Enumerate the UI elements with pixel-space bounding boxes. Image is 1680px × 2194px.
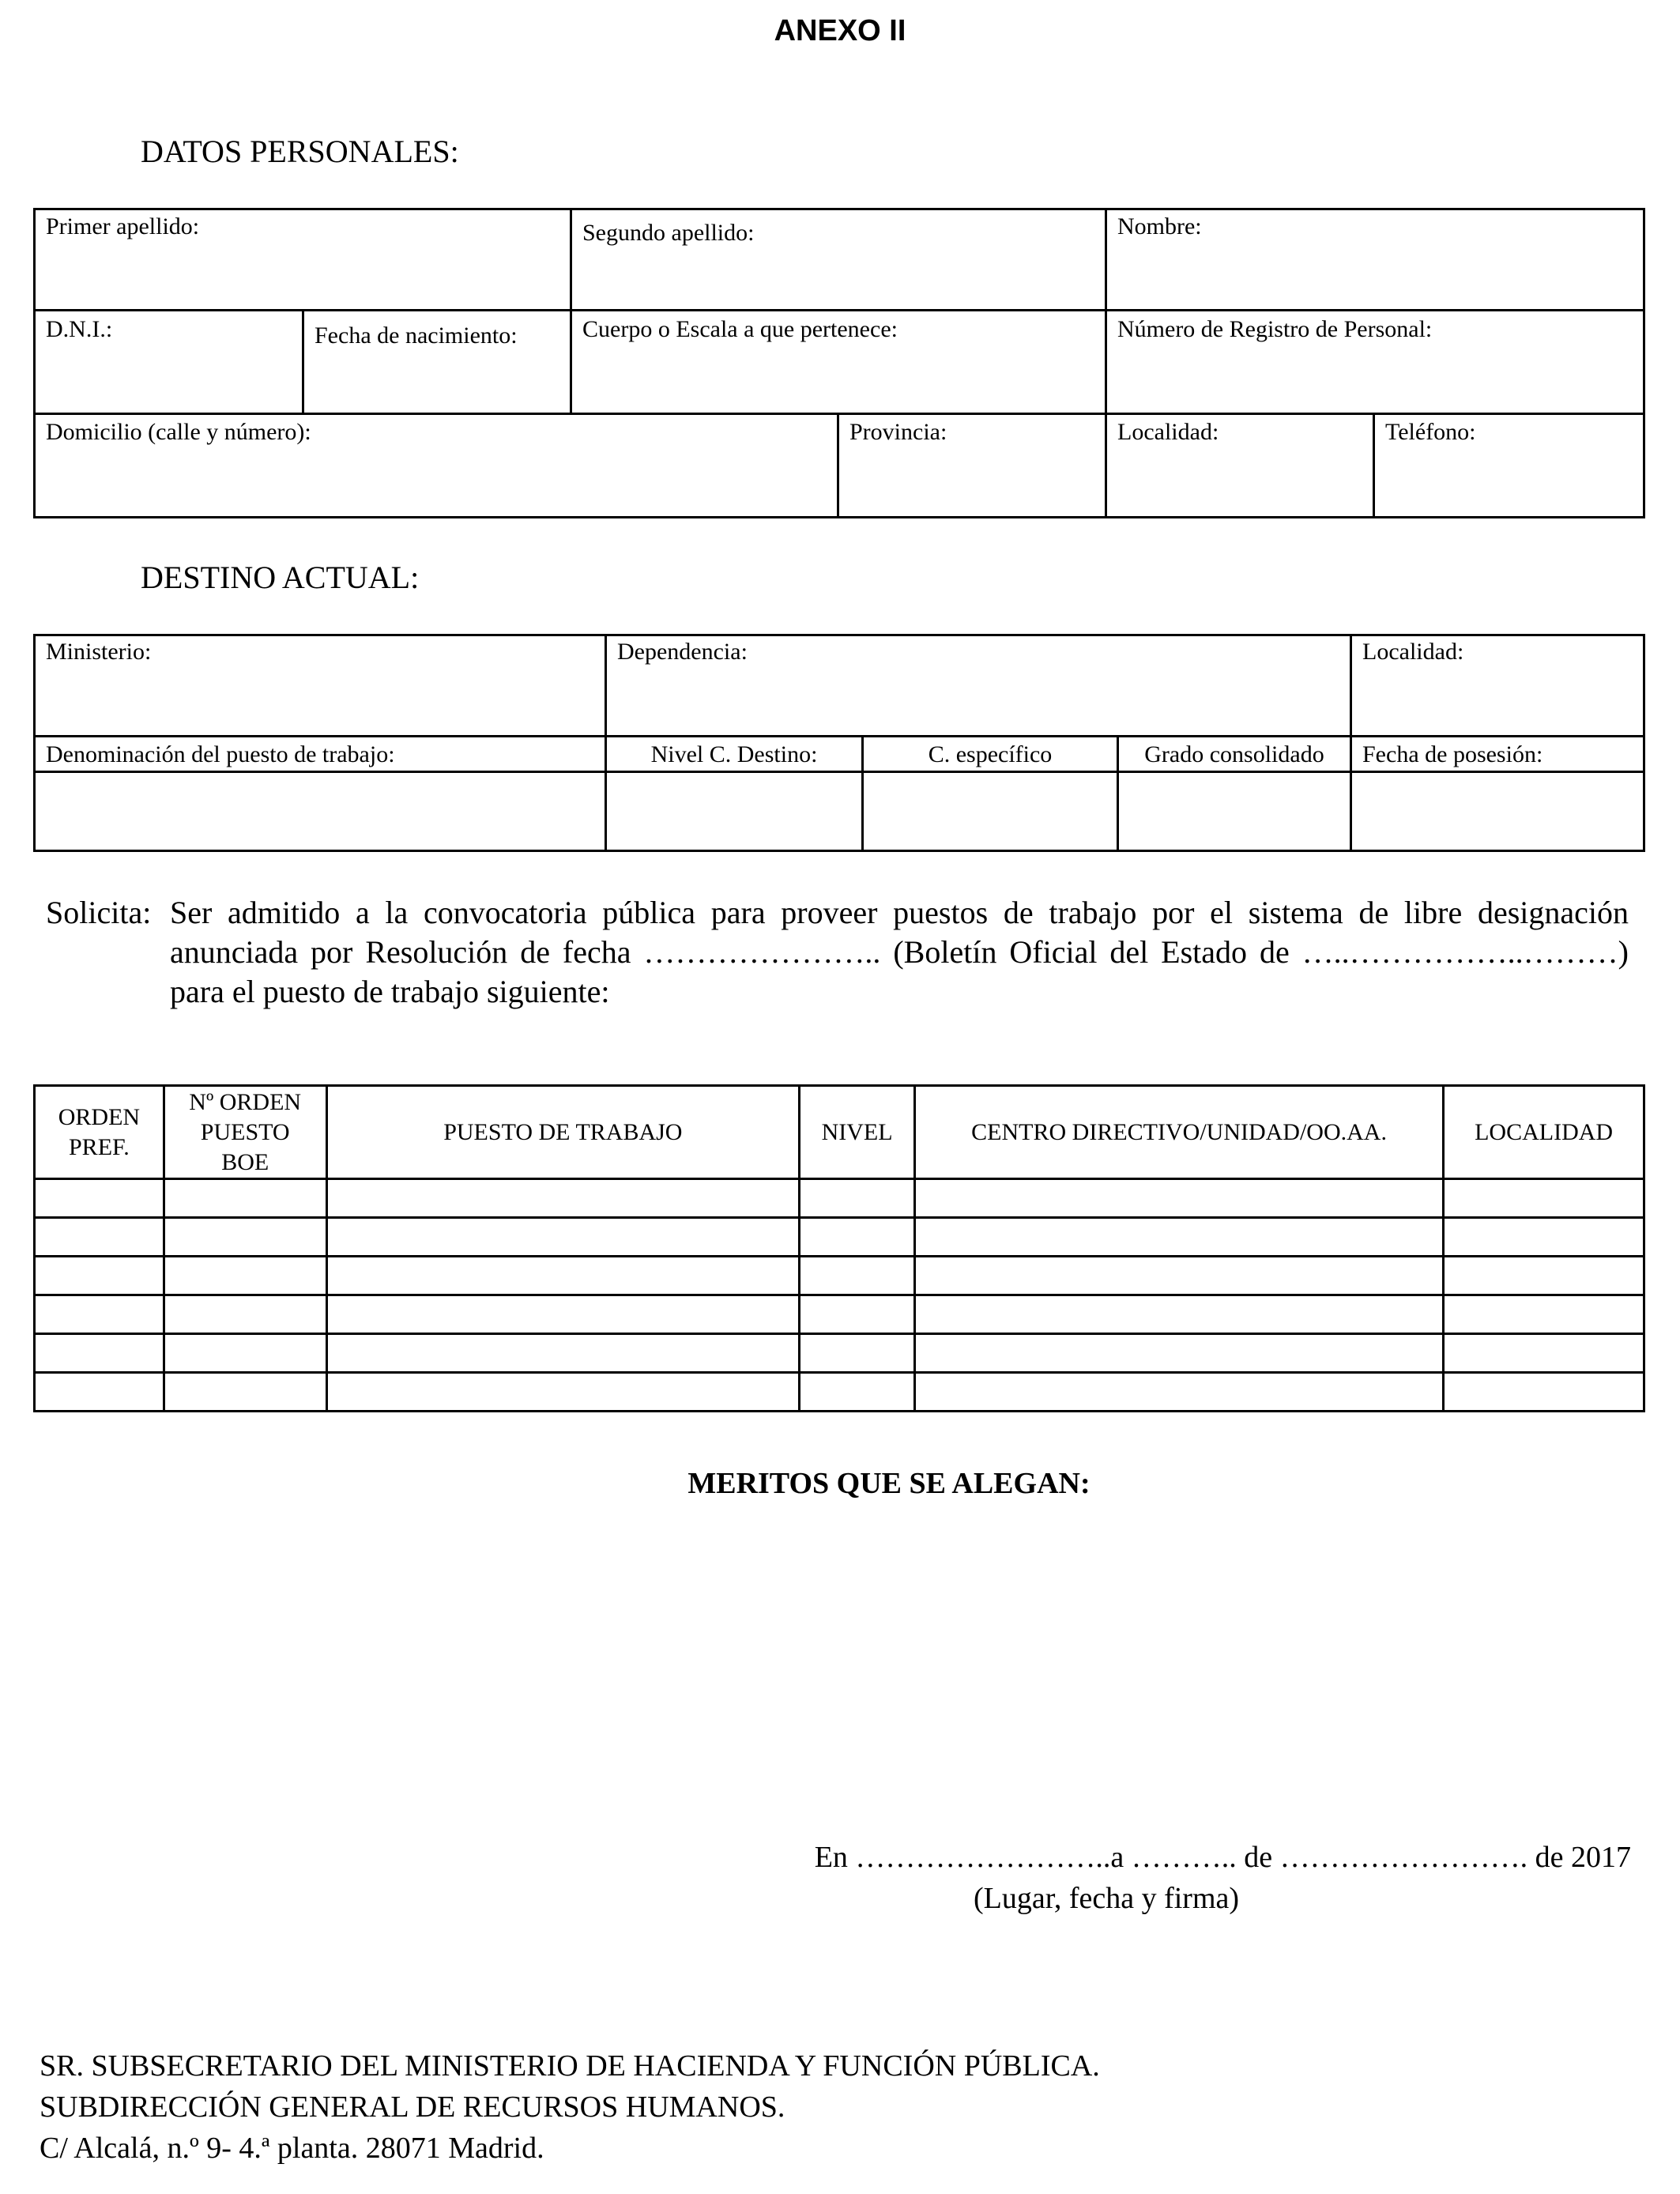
table-cell[interactable] (164, 1179, 326, 1218)
denominacion-puesto-label: Denominación del puesto de trabajo: (46, 741, 395, 767)
header-orden-pref (35, 1086, 164, 1179)
table-cell[interactable] (1444, 1295, 1644, 1334)
segundo-apellido-field[interactable]: Segundo apellido: (582, 220, 755, 246)
recipient-address (40, 2045, 1100, 2169)
table-cell[interactable] (164, 1373, 326, 1412)
localidad-field[interactable]: Localidad: (1117, 419, 1219, 445)
col-divider (1105, 208, 1107, 518)
col-divider (570, 208, 572, 413)
page-title: ANEXO II (774, 14, 906, 47)
table-cell[interactable] (35, 1257, 164, 1295)
header-localidad: LOCALIDAD (1444, 1086, 1644, 1179)
table-cell[interactable] (35, 1218, 164, 1257)
table-cell[interactable] (1444, 1334, 1644, 1373)
row-divider (33, 309, 1645, 311)
table-cell[interactable] (1444, 1218, 1644, 1257)
table-row (35, 1257, 1644, 1295)
col-divider (302, 309, 304, 413)
table-cell[interactable] (326, 1218, 800, 1257)
table-cell[interactable] (800, 1218, 915, 1257)
puestos-table (33, 1084, 1645, 1412)
grado-consolidado-input[interactable] (1119, 773, 1350, 850)
fecha-posesion-label: Fecha de posesión: (1362, 741, 1543, 767)
cuerpo-escala-field[interactable]: Cuerpo o Escala a que pertenece: (582, 316, 898, 342)
header-n-orden-line1: Nº ORDEN (189, 1088, 302, 1115)
table-cell[interactable] (914, 1334, 1443, 1373)
table-row (35, 1179, 1644, 1218)
solicita-line-1: Ser admitido a la convocatoria pública para proveer puestos de trabajo por el sistema de libre designación (170, 895, 1629, 930)
table-cell[interactable] (800, 1257, 915, 1295)
datos-personales-heading: DATOS PERSONALES: (141, 134, 459, 169)
table-cell[interactable] (326, 1295, 800, 1334)
ministerio-field[interactable]: Ministerio: (46, 639, 152, 665)
telefono-field[interactable]: Teléfono: (1385, 419, 1476, 445)
provincia-field[interactable]: Provincia: (849, 419, 947, 445)
table-cell[interactable] (164, 1295, 326, 1334)
c-especifico-input[interactable] (864, 773, 1117, 850)
col-divider (1373, 413, 1375, 518)
header-n-orden-line3: BOE (221, 1148, 269, 1175)
table-cell[interactable] (35, 1179, 164, 1218)
table-cell[interactable] (800, 1373, 915, 1412)
header-orden-pref-line2: PREF. (69, 1133, 130, 1160)
dni-field[interactable]: D.N.I.: (46, 316, 113, 342)
table-cell[interactable] (800, 1334, 915, 1373)
table-cell[interactable] (1444, 1257, 1644, 1295)
nivel-c-destino-input[interactable] (607, 773, 861, 850)
header-n-orden-puesto-boe (164, 1086, 326, 1179)
row-divider (33, 735, 1645, 737)
grado-consolidado-label: Grado consolidado (1144, 741, 1324, 767)
table-header-row (35, 1086, 1644, 1179)
registro-personal-field[interactable]: Número de Registro de Personal: (1117, 316, 1433, 342)
row-divider (33, 413, 1645, 415)
table-cell[interactable] (326, 1334, 800, 1373)
footer-line-2: SUBDIRECCIÓN GENERAL DE RECURSOS HUMANOS. (40, 2090, 785, 2124)
col-divider (837, 413, 839, 518)
meritos-area[interactable] (33, 1517, 1645, 1818)
table-cell[interactable] (800, 1179, 915, 1218)
table-cell[interactable] (326, 1257, 800, 1295)
c-especifico-label: C. específico (928, 741, 1053, 767)
dependencia-field[interactable]: Dependencia: (617, 639, 748, 665)
header-nivel: NIVEL (800, 1086, 915, 1179)
solicita-label: Solicita: (46, 895, 152, 930)
firma-line: En ……………………..a ……….. de ……………………. de 2017 (814, 1841, 1631, 1874)
table-cell[interactable] (35, 1295, 164, 1334)
table-cell[interactable] (35, 1373, 164, 1412)
header-centro-directivo: CENTRO DIRECTIVO/UNIDAD/OO.AA. (914, 1086, 1443, 1179)
domicilio-field[interactable]: Domicilio (calle y número): (46, 419, 311, 445)
datos-personales-frame (33, 208, 1645, 518)
destino-actual-heading: DESTINO ACTUAL: (141, 560, 420, 595)
table-cell[interactable] (800, 1295, 915, 1334)
nombre-field[interactable]: Nombre: (1117, 213, 1202, 239)
table-cell[interactable] (914, 1179, 1443, 1218)
destino-localidad-field[interactable]: Localidad: (1362, 639, 1464, 665)
table-cell[interactable] (326, 1373, 800, 1412)
meritos-heading: MERITOS QUE SE ALEGAN: (687, 1467, 1090, 1500)
table-row (35, 1334, 1644, 1373)
solicita-line-3: para el puesto de trabajo siguiente: (170, 974, 610, 1009)
firma-caption: (Lugar, fecha y firma) (973, 1882, 1240, 1915)
table-cell[interactable] (914, 1218, 1443, 1257)
table-cell[interactable] (914, 1257, 1443, 1295)
footer-line-1: SR. SUBSECRETARIO DEL MINISTERIO DE HACIENDA Y FUNCIÓN PÚBLICA. (40, 2049, 1100, 2083)
table-row (35, 1295, 1644, 1334)
table-row (35, 1218, 1644, 1257)
table-cell[interactable] (914, 1295, 1443, 1334)
header-n-orden-line2: PUESTO (200, 1118, 290, 1145)
table-cell[interactable] (164, 1257, 326, 1295)
header-puesto-trabajo: PUESTO DE TRABAJO (326, 1086, 800, 1179)
table-cell[interactable] (914, 1373, 1443, 1412)
fecha-nacimiento-field[interactable]: Fecha de nacimiento: (315, 322, 518, 349)
table-cell[interactable] (1444, 1373, 1644, 1412)
primer-apellido-field[interactable]: Primer apellido: (46, 213, 200, 239)
table-cell[interactable] (164, 1218, 326, 1257)
nivel-c-destino-label: Nivel C. Destino: (650, 741, 818, 767)
table-cell[interactable] (1444, 1179, 1644, 1218)
table-cell[interactable] (326, 1179, 800, 1218)
table-cell[interactable] (164, 1334, 326, 1373)
denominacion-puesto-input[interactable] (36, 773, 605, 850)
solicita-line-2: anunciada por Resolución de fecha ………………….. (Boletín Oficial del Estado de …..……………..………) (170, 934, 1629, 970)
header-orden-pref-line1: ORDEN (58, 1103, 141, 1130)
table-cell[interactable] (35, 1334, 164, 1373)
fecha-posesion-input[interactable] (1352, 773, 1643, 850)
table-row (35, 1373, 1644, 1412)
footer-line-3: C/ Alcalá, n.º 9- 4.ª planta. 28071 Madrid. (40, 2132, 544, 2165)
